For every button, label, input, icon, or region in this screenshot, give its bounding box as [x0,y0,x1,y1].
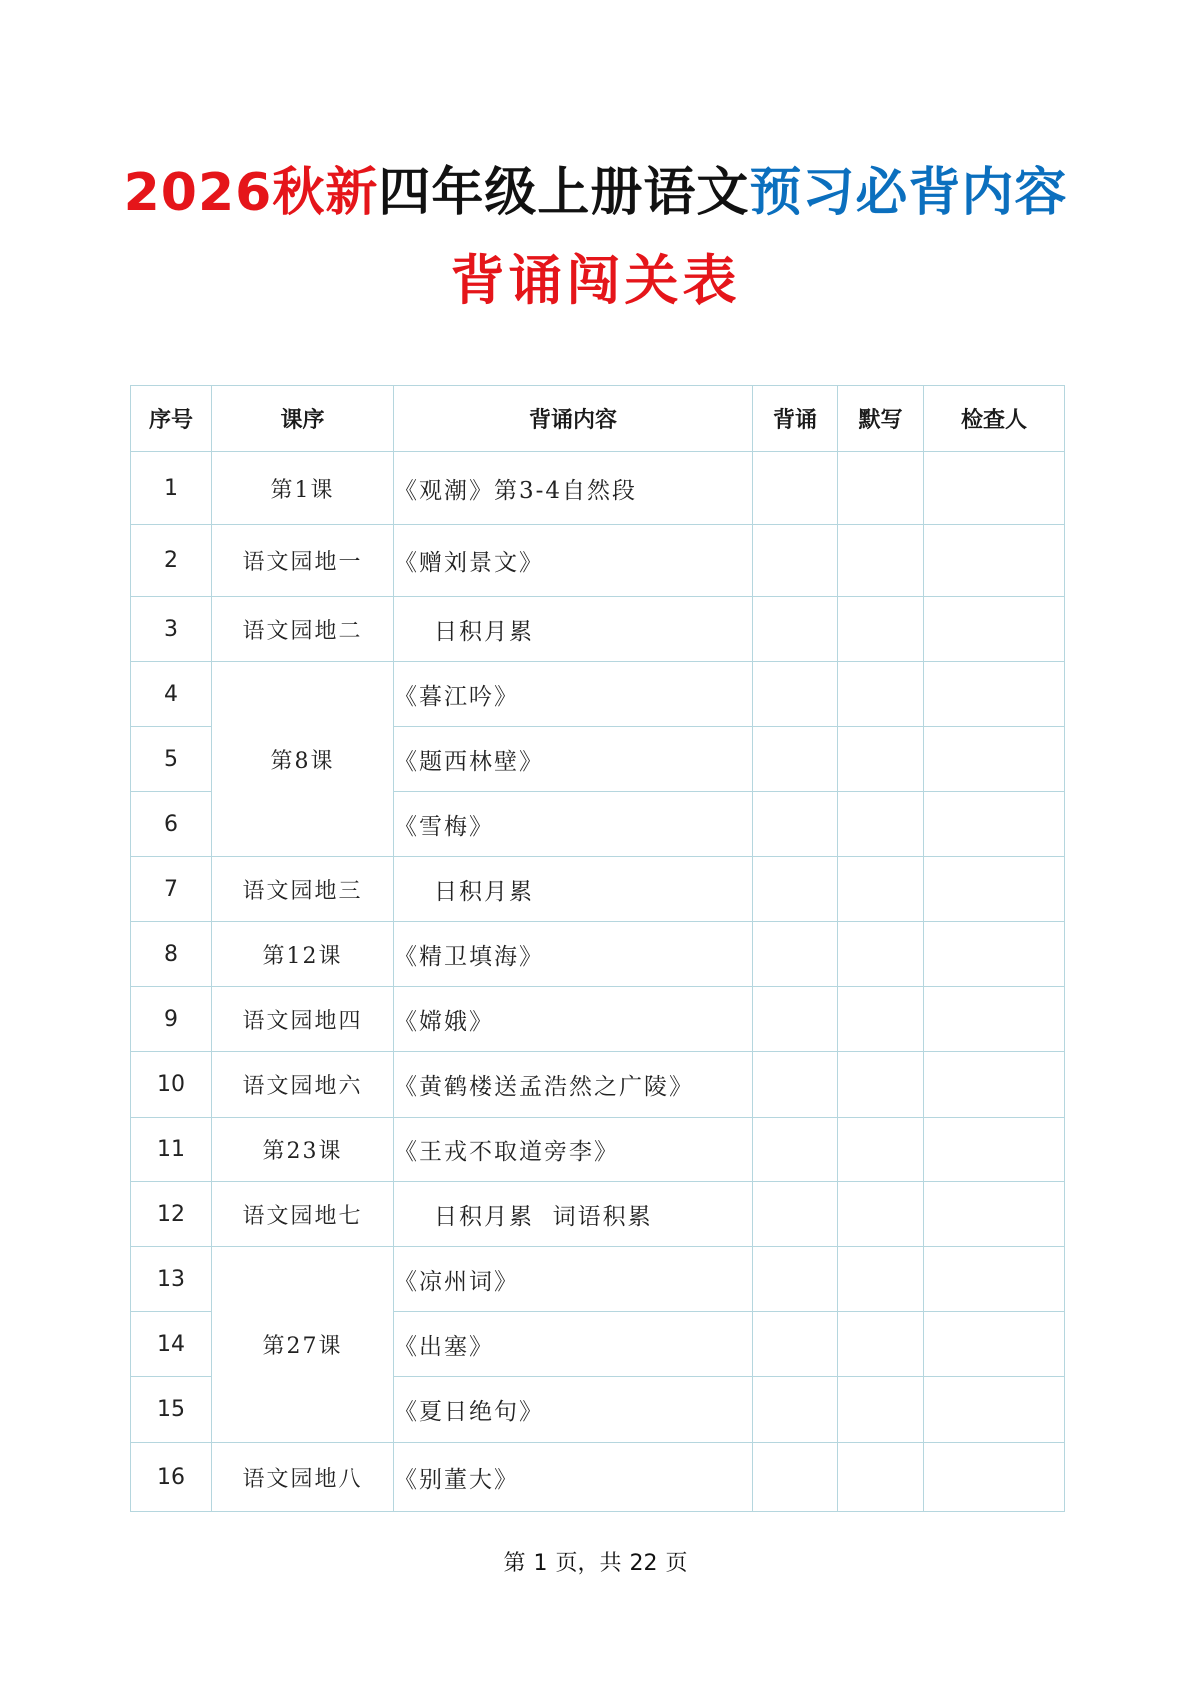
row-lesson: 第27课 [212,1247,394,1443]
row-number: 1 [131,452,212,525]
recite-check-cell[interactable] [753,597,838,662]
row-lesson: 第1课 [212,452,394,525]
checker-cell[interactable] [924,857,1065,922]
checker-cell[interactable] [924,987,1065,1052]
table-row [131,987,1065,1052]
dictation-check-cell[interactable] [838,1182,924,1247]
total-pages-number: 22 [629,1551,658,1576]
recite-check-cell[interactable] [753,1052,838,1118]
row-number: 13 [131,1247,212,1312]
checker-cell[interactable] [924,922,1065,987]
row-lesson: 语文园地七 [212,1182,394,1247]
page-footer [0,1546,1191,1577]
row-content: 《王戎不取道旁李》 [394,1118,753,1182]
dictation-check-cell[interactable] [838,792,924,857]
table-row [131,1247,1065,1312]
title-part-grade: 四年级上册语文 [378,163,750,223]
row-content: 《精卫填海》 [394,922,753,987]
row-content: 《嫦娥》 [394,987,753,1052]
row-lesson: 语文园地六 [212,1052,394,1118]
checker-cell[interactable] [924,1312,1065,1377]
checker-cell[interactable] [924,1182,1065,1247]
header-number: 序号 [131,386,212,452]
dictation-check-cell[interactable] [838,727,924,792]
footer-mid: 页，共 [555,1551,622,1576]
dictation-check-cell[interactable] [838,987,924,1052]
recite-check-cell[interactable] [753,857,838,922]
row-number: 7 [131,857,212,922]
table-header-row [131,386,1065,452]
row-lesson: 语文园地四 [212,987,394,1052]
recite-check-cell[interactable] [753,922,838,987]
table-row [131,452,1065,525]
table-row [131,1182,1065,1247]
row-content: 《别董大》 [394,1443,753,1512]
checker-cell[interactable] [924,1377,1065,1443]
recitation-table [130,385,1065,1512]
row-content: 日积月累 [394,857,753,922]
dictation-check-cell[interactable] [838,1118,924,1182]
dictation-check-cell[interactable] [838,662,924,727]
current-page-number: 1 [533,1551,548,1576]
row-content: 《观潮》第3-4自然段 [394,452,753,525]
row-lesson: 第12课 [212,922,394,987]
recite-check-cell[interactable] [753,987,838,1052]
dictation-check-cell[interactable] [838,1052,924,1118]
table-row [131,662,1065,727]
recite-check-cell[interactable] [753,662,838,727]
recite-check-cell[interactable] [753,792,838,857]
dictation-check-cell[interactable] [838,1443,924,1512]
row-content: 日积月累 [394,597,753,662]
page-title [0,158,1191,228]
recite-check-cell[interactable] [753,1312,838,1377]
row-content: 《题西林壁》 [394,727,753,792]
row-number: 14 [131,1312,212,1377]
checker-cell[interactable] [924,1443,1065,1512]
table-row [131,597,1065,662]
dictation-check-cell[interactable] [838,1247,924,1312]
checker-cell[interactable] [924,662,1065,727]
table-row [131,1443,1065,1512]
table-row [131,525,1065,597]
recite-check-cell[interactable] [753,727,838,792]
dictation-check-cell[interactable] [838,597,924,662]
title-part-topic: 预习必背内容 [749,163,1068,223]
table-row [131,1118,1065,1182]
recite-check-cell[interactable] [753,525,838,597]
row-number: 6 [131,792,212,857]
row-content: 《夏日绝句》 [394,1377,753,1443]
header-dictation: 默写 [838,386,924,452]
recite-check-cell[interactable] [753,1182,838,1247]
checker-cell[interactable] [924,1118,1065,1182]
row-number: 10 [131,1052,212,1118]
footer-prefix: 第 [503,1551,526,1576]
row-number: 9 [131,987,212,1052]
checker-cell[interactable] [924,597,1065,662]
dictation-check-cell[interactable] [838,525,924,597]
row-content: 日积月累 词语积累 [394,1182,753,1247]
row-number: 15 [131,1377,212,1443]
checker-cell[interactable] [924,792,1065,857]
footer-suffix: 页 [665,1551,688,1576]
row-content: 《凉州词》 [394,1247,753,1312]
dictation-check-cell[interactable] [838,857,924,922]
row-content: 《黄鹤楼送孟浩然之广陵》 [394,1052,753,1118]
row-content: 《出塞》 [394,1312,753,1377]
recite-check-cell[interactable] [753,452,838,525]
row-lesson: 第23课 [212,1118,394,1182]
recite-check-cell[interactable] [753,1377,838,1443]
title-part-year: 2026秋新 [123,163,379,223]
row-number: 4 [131,662,212,727]
recite-check-cell[interactable] [753,1247,838,1312]
recite-check-cell[interactable] [753,1118,838,1182]
header-content: 背诵内容 [394,386,753,452]
row-lesson: 语文园地三 [212,857,394,922]
dictation-check-cell[interactable] [838,452,924,525]
checker-cell[interactable] [924,727,1065,792]
header-checker: 检查人 [924,386,1065,452]
recite-check-cell[interactable] [753,1443,838,1512]
row-number: 2 [131,525,212,597]
row-lesson: 第8课 [212,662,394,857]
row-lesson: 语文园地八 [212,1443,394,1512]
table-row [131,1052,1065,1118]
row-number: 12 [131,1182,212,1247]
checker-cell[interactable] [924,452,1065,525]
row-number: 16 [131,1443,212,1512]
row-content: 《雪梅》 [394,792,753,857]
checker-cell[interactable] [924,1247,1065,1312]
table-row [131,857,1065,922]
row-content: 《暮江吟》 [394,662,753,727]
row-content: 《赠刘景文》 [394,525,753,597]
header-lesson: 课序 [212,386,394,452]
page-subtitle: 背诵闯关表 [450,249,741,312]
checker-cell[interactable] [924,1052,1065,1118]
dictation-check-cell[interactable] [838,1377,924,1443]
row-number: 8 [131,922,212,987]
row-lesson: 语文园地二 [212,597,394,662]
row-lesson: 语文园地一 [212,525,394,597]
dictation-check-cell[interactable] [838,922,924,987]
row-number: 5 [131,727,212,792]
row-number: 3 [131,597,212,662]
row-number: 11 [131,1118,212,1182]
table-row [131,922,1065,987]
dictation-check-cell[interactable] [838,1312,924,1377]
header-recite: 背诵 [753,386,838,452]
checker-cell[interactable] [924,525,1065,597]
